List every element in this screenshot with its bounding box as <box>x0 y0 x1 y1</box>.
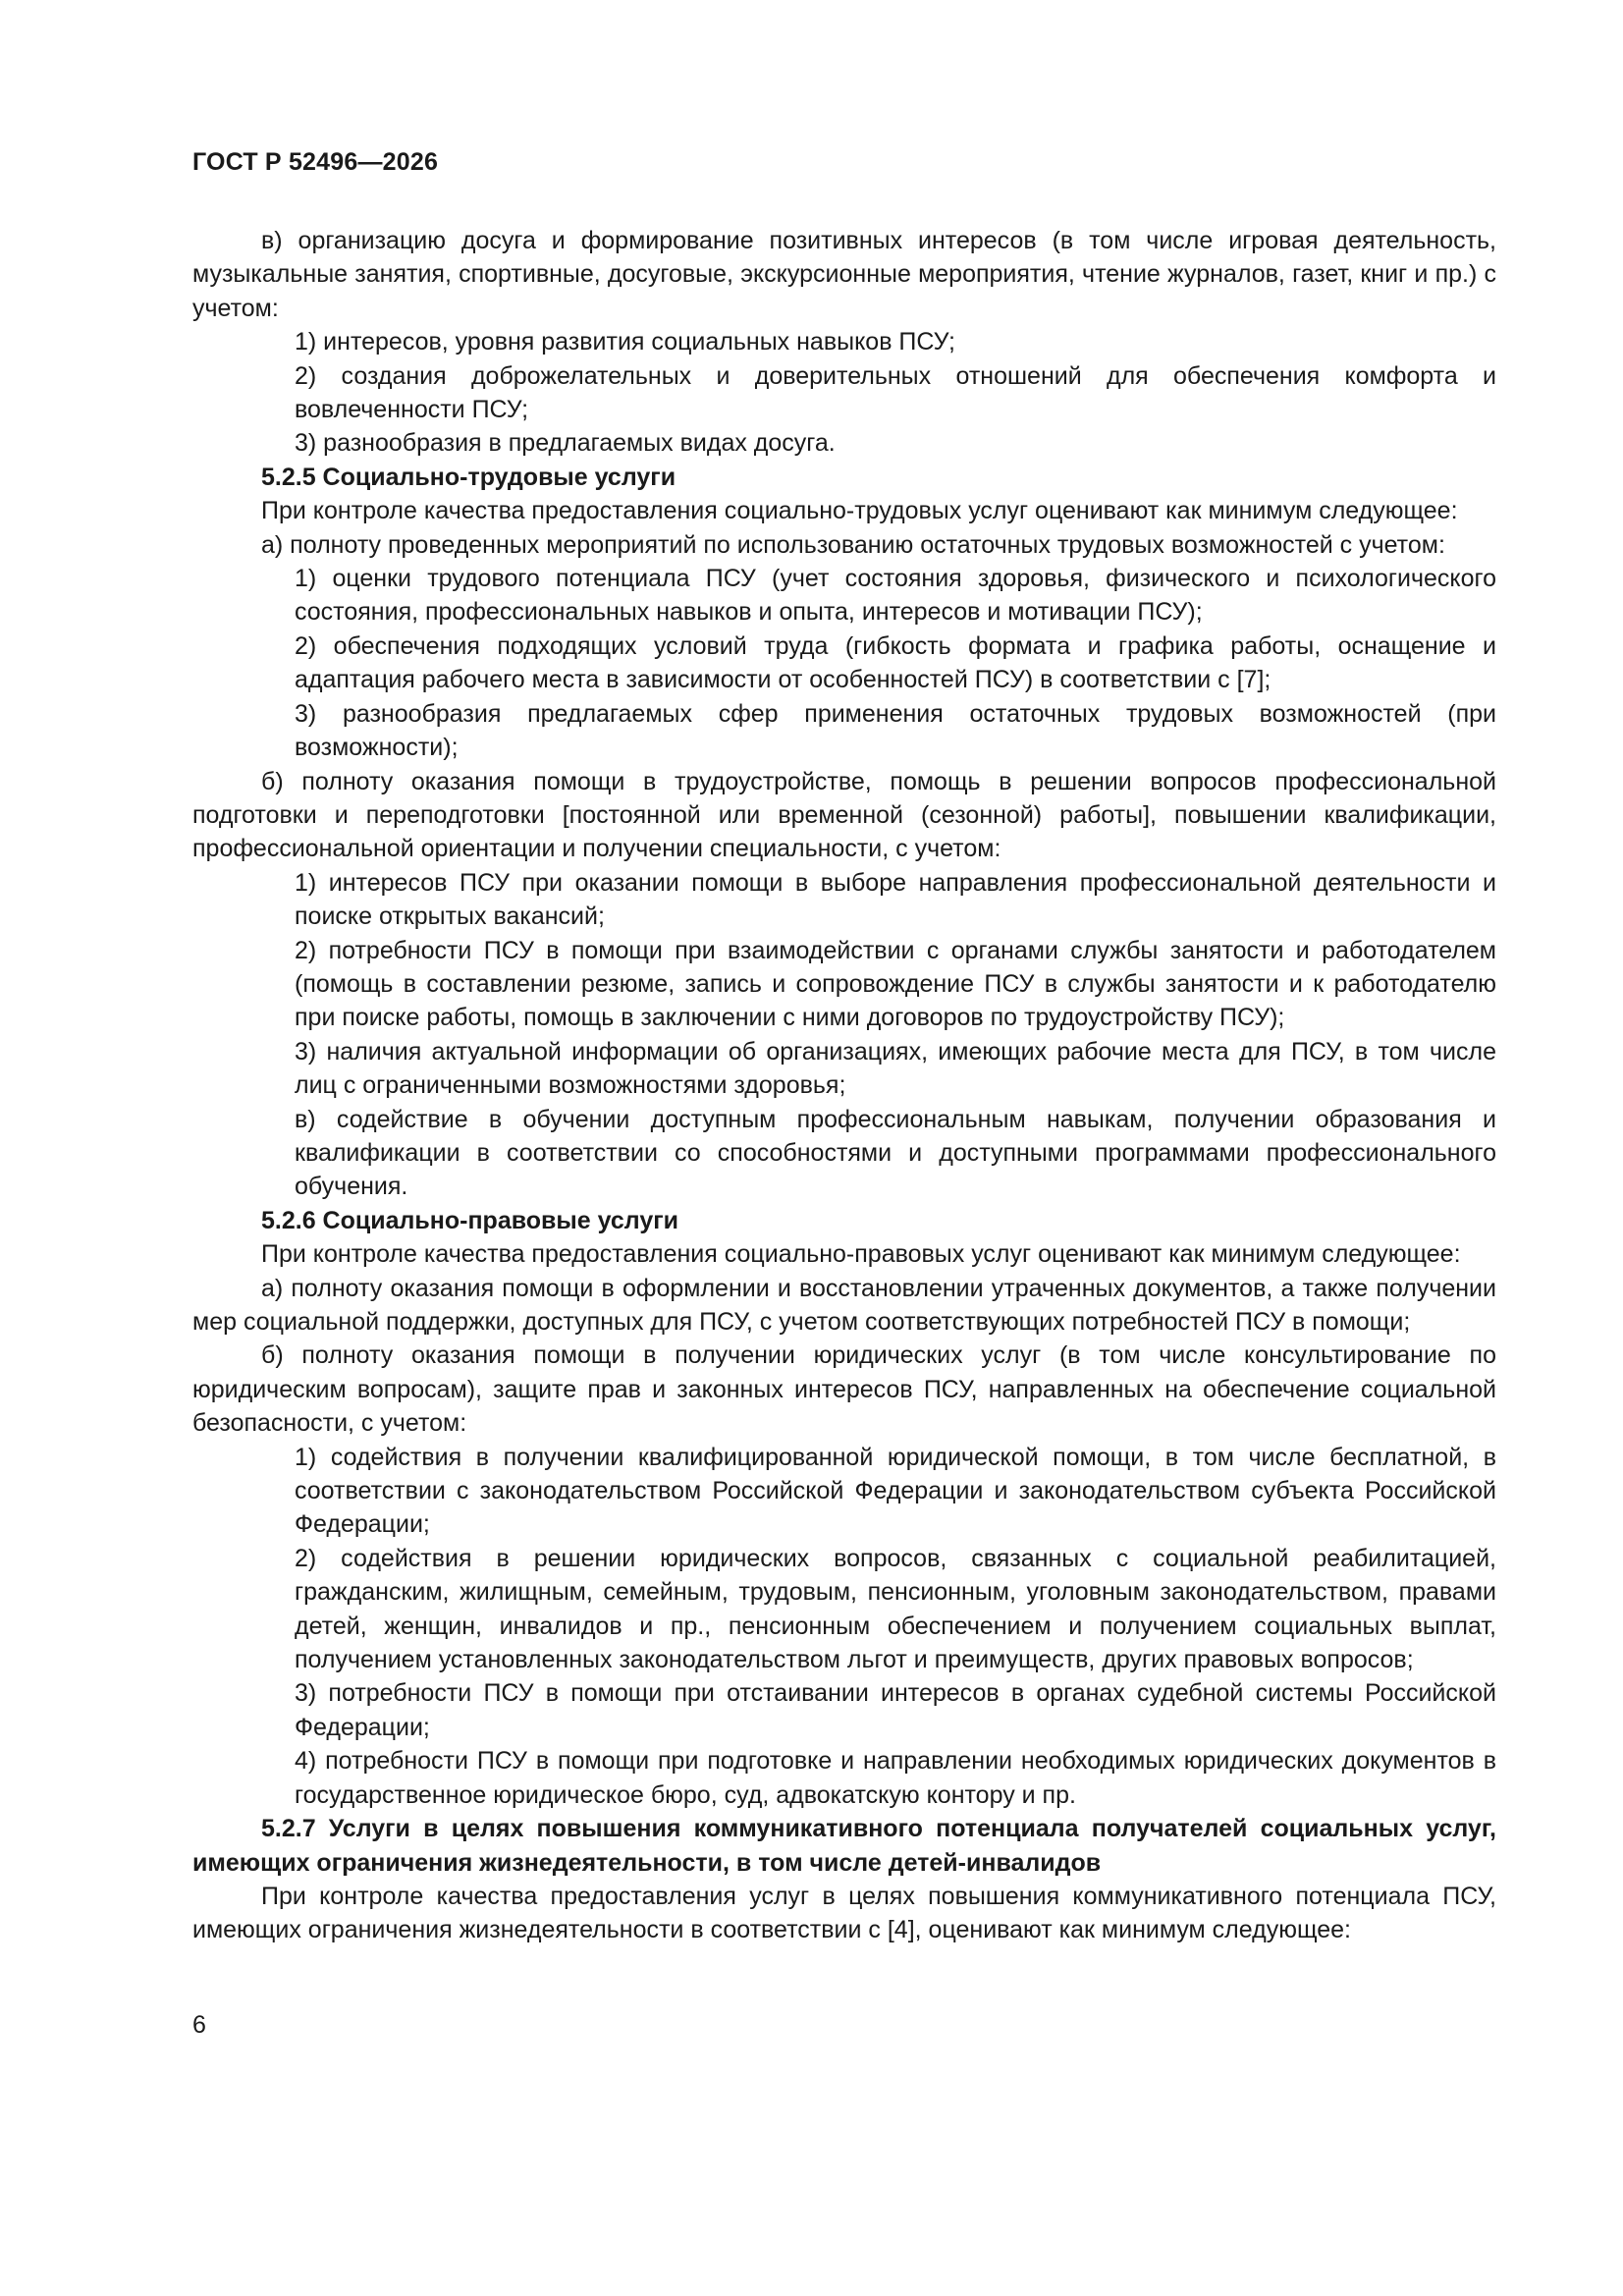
paragraph: б) полноту оказания помощи в трудоустройстве, помощь в решении вопросов профессиональной подготовки и переподготовки [постоянной или временной (сезонной) работы], повышении квалификации, профессиональной ориентации и получении специальности, с учетом: <box>192 767 1496 863</box>
list-item: 1) интересов ПСУ при оказании помощи в выборе направления профессиональной деятельности и поиске открытых вакансий; <box>295 868 1496 931</box>
page-number: 6 <box>192 2011 206 2039</box>
list-item: 1) интересов, уровня развития социальных навыков ПСУ; <box>295 328 955 356</box>
paragraph: При контроле качества предоставления социально-правовых услуг оценивают как минимум следующее: <box>261 1240 1461 1269</box>
list-item: 3) потребности ПСУ в помощи при отстаивании интересов в органах судебной системы Российской Федерации; <box>295 1679 1496 1741</box>
paragraph: При контроле качества предоставления услуг в целях повышения коммуникативного потенциала ПСУ, имеющих ограничения жизнедеятельности в соответствии с [4], оценивают как минимум следующее: <box>192 1882 1496 1944</box>
section-heading: 5.2.6 Социально-правовые услуги <box>261 1206 679 1234</box>
paragraph: а) полноту проведенных мероприятий по использованию остаточных трудовых возможностей с учетом: <box>261 530 1445 559</box>
paragraph: б) полноту оказания помощи в получении юридических услуг (в том числе консультирование по юридическим вопросам), защите прав и законных интересов ПСУ, направленных на обеспечение социальной безопасности, с учетом: <box>192 1341 1496 1438</box>
list-item: 2) обеспечения подходящих условий труда (гибкость формата и графика работы, оснащение и адаптация рабочего места в зависимости от особенностей ПСУ) в соответствии с [7]; <box>295 631 1496 694</box>
paragraph: При контроле качества предоставления социально-трудовых услуг оценивают как минимум следующее: <box>261 497 1458 525</box>
list-item: 2) потребности ПСУ в помощи при взаимодействии с органами службы занятости и работодателем (помощь в составлении резюме, запись и сопровождение ПСУ в службы занятости и к работодателю при поиске работы, помощь в заключении с ними договоров по трудоустройству ПСУ); <box>295 936 1496 1032</box>
list-item: 2) содействия в решении юридических вопросов, связанных с социальной реабилитацией, гражданским, жилищным, семейным, трудовым, пенсионным, уголовным законодательством, правами детей, женщин, инвалидов и пр., пенсионным обеспечением и получением социальных выплат, получением установленных законодательством льгот и преимуществ, других правовых вопросов; <box>295 1544 1496 1674</box>
paragraph: в) организацию досуга и формирование позитивных интересов (в том числе игровая деятельность, музыкальные занятия, спортивные, досуговые, экскурсионные мероприятия, чтение журналов, газет, книг и пр.) с учетом: <box>192 227 1496 322</box>
list-item: 1) оценки трудового потенциала ПСУ (учет состояния здоровья, физического и психологического состояния, профессиональных навыков и опыта, интересов и мотивации ПСУ); <box>295 565 1496 627</box>
section-heading: 5.2.7 Услуги в целях повышения коммуникативного потенциала получателей социальных услуг, имеющих ограничения жизнедеятельности, в том числе детей-инвалидов <box>192 1815 1496 1877</box>
list-item: в) содействие в обучении доступным профессиональным навыкам, получении образования и квалификации в соответствии со способностями и доступными программами профессионального обучения. <box>295 1105 1496 1201</box>
list-item: 3) разнообразия в предлагаемых видах досуга. <box>295 429 836 458</box>
list-item: 4) потребности ПСУ в помощи при подготовке и направлении необходимых юридических документов в государственное юридическое бюро, суд, адвокатскую контору и пр. <box>295 1747 1496 1809</box>
paragraph: а) полноту оказания помощи в оформлении и восстановлении утраченных документов, а также получении мер социальной поддержки, доступных для ПСУ, с учетом соответствующих потребностей ПСУ в помощи; <box>192 1274 1496 1336</box>
list-item: 1) содействия в получении квалифицированной юридической помощи, в том числе бесплатной, в соответствии с законодательством Российской Федерации и законодательством субъекта Российской Федерации; <box>295 1443 1496 1539</box>
section-heading: 5.2.5 Социально-трудовые услуги <box>261 463 676 491</box>
document-header: ГОСТ Р 52496—2026 <box>192 148 439 176</box>
document-body <box>192 224 1496 1947</box>
list-item: 2) создания доброжелательных и доверительных отношений для обеспечения комфорта и вовлеченности ПСУ; <box>295 361 1496 424</box>
list-item: 3) наличия актуальной информации об организациях, имеющих рабочие места для ПСУ, в том числе лиц с ограниченными возможностями здоровья; <box>295 1037 1496 1100</box>
list-item: 3) разнообразия предлагаемых сфер применения остаточных трудовых возможностей (при возможности); <box>295 699 1496 762</box>
